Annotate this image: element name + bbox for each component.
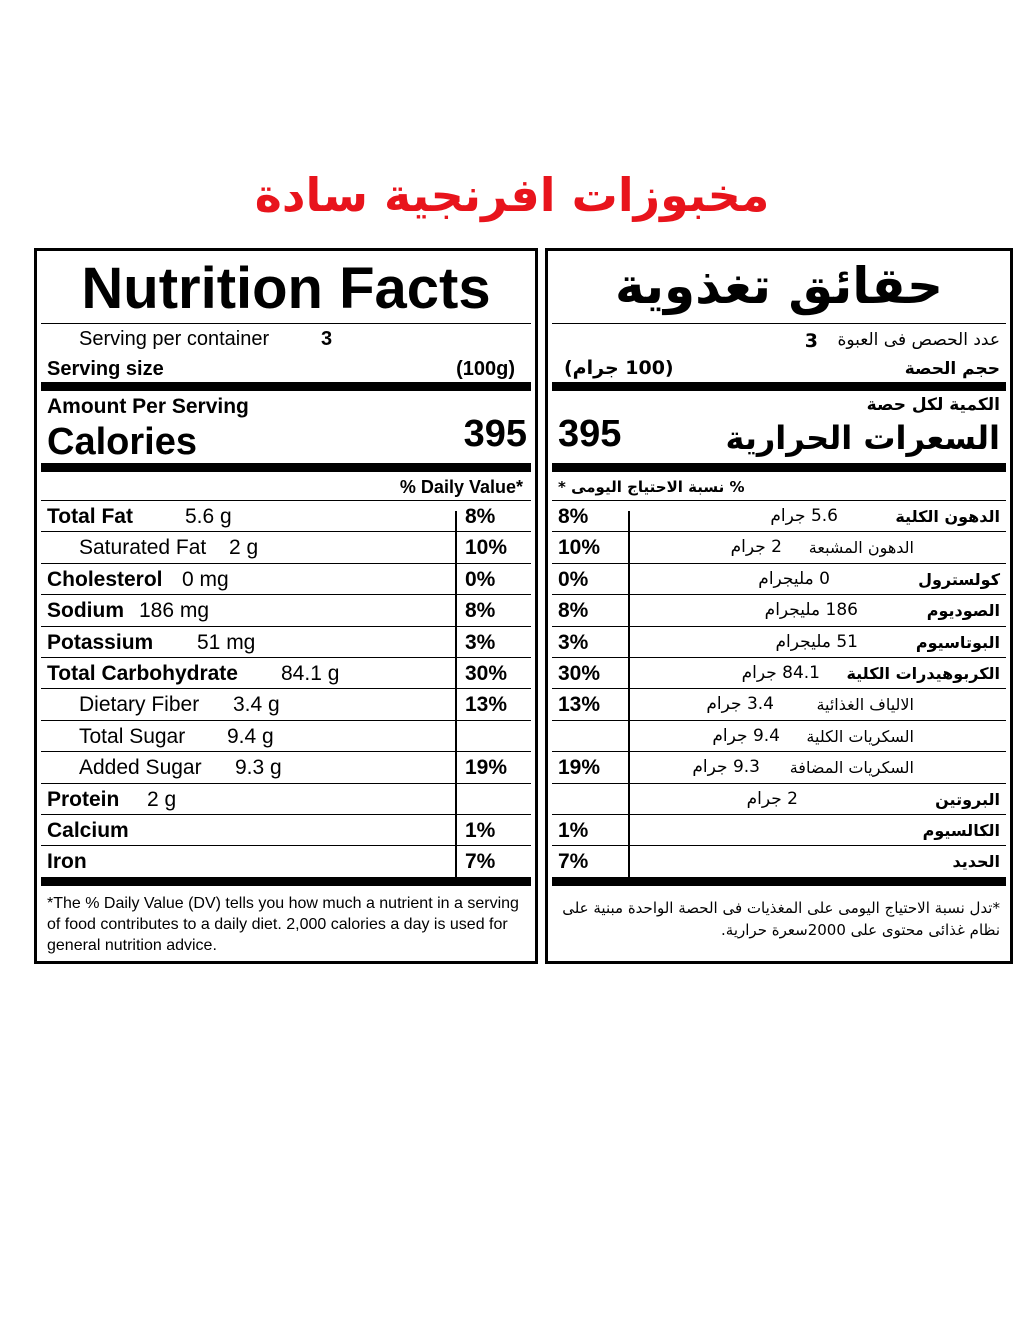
nutrient-amount: 2 g	[229, 536, 259, 560]
nutrient-row	[41, 658, 531, 689]
nutrient-dv: 7%	[558, 850, 589, 874]
serving-info	[41, 324, 531, 391]
nutrient-dv: 1%	[558, 818, 589, 842]
serving-size-value: (100g)	[456, 358, 515, 380]
nutrient-name: Iron	[47, 850, 87, 874]
nutrient-row	[552, 784, 1006, 815]
nutrient-row	[41, 501, 531, 532]
daily-value-header-text: * نسبة الاحتياج اليومى %	[558, 478, 745, 496]
nutrient-amount: 84.1 جرام	[741, 662, 820, 683]
nutrient-row	[41, 689, 531, 720]
nutrient-dv: 8%	[558, 505, 589, 528]
nutrient-amount: 186 مليجرام	[764, 600, 858, 621]
nutrient-amount: 84.1 g	[281, 661, 340, 685]
column-divider	[628, 511, 630, 885]
nutrient-name: الحديد	[952, 852, 1000, 872]
nutrient-row	[41, 721, 531, 752]
serving-size-value: (100 جرام)	[564, 357, 674, 379]
nutrient-dv: 3%	[465, 630, 496, 654]
amount-per-serving: الكمية لكل حصة	[866, 395, 1000, 415]
nutrient-dv: 0%	[465, 567, 496, 591]
nutrient-name: Total Carbohydrate	[47, 661, 238, 685]
nutrient-amount: 0 مليجرام	[758, 568, 830, 589]
nutrient-row	[41, 564, 531, 595]
nutrient-dv: 30%	[465, 661, 508, 685]
nutrient-dv: 19%	[558, 756, 601, 780]
servings-label: عدد الحصص فى العبوة	[837, 330, 1000, 350]
nutrient-name: Total Sugar	[79, 724, 186, 748]
nutrient-amount: 3.4 g	[233, 693, 280, 717]
nutrition-facts-heading: حقائق تغذوية	[552, 251, 1006, 324]
nutrient-amount: 51 mg	[197, 630, 256, 654]
nutrient-amount: 2 جرام	[746, 788, 798, 809]
nutrient-amount: 2 g	[147, 787, 177, 811]
nutrient-name: Cholesterol	[47, 567, 163, 591]
nutrition-panel-english	[34, 248, 538, 964]
nutrient-dv: 10%	[465, 536, 508, 560]
nutrient-name: الالياف الغذائية	[816, 695, 914, 715]
nutrient-dv: 10%	[558, 536, 601, 560]
amount-per-serving: Amount Per Serving	[47, 395, 249, 418]
nutrient-name: الصوديوم	[926, 601, 1000, 621]
nutrient-dv: 1%	[465, 818, 496, 842]
nutrient-row	[552, 658, 1006, 689]
nutrient-dv: 8%	[465, 599, 496, 623]
nutrient-dv: 7%	[465, 850, 496, 874]
nutrient-name: Dietary Fiber	[79, 693, 200, 717]
nutrient-row	[552, 532, 1006, 563]
nutrition-facts-heading: Nutrition Facts	[41, 251, 531, 324]
nutrient-name: Added Sugar	[79, 756, 202, 780]
calories-label: Calories	[47, 421, 197, 463]
nutrient-name: السكريات الكلية	[806, 726, 914, 746]
nutrient-row	[41, 532, 531, 563]
nutrient-name: البوتاسيوم	[915, 632, 1000, 652]
nutrient-row	[552, 627, 1006, 658]
column-divider	[455, 511, 457, 885]
nutrient-amount: 0 mg	[182, 567, 229, 591]
nutrient-name: Potassium	[47, 630, 154, 654]
nutrient-row	[552, 721, 1006, 752]
product-title: مخبوزات افرنجية سادة	[254, 168, 770, 222]
nutrient-amount: 9.3 g	[235, 756, 282, 780]
nutrient-row	[41, 595, 531, 626]
servings-value: 3	[804, 330, 818, 352]
nutrient-name: Calcium	[47, 818, 129, 842]
nutrient-name: كولسترول	[918, 569, 1000, 589]
nutrient-name: الكربوهيدرات الكلية	[846, 663, 1000, 683]
daily-value-header: % Daily Value*	[41, 472, 531, 501]
nutrient-amount: 5.6 جرام	[770, 506, 838, 526]
nutrient-row	[41, 752, 531, 783]
nutrient-row	[552, 564, 1006, 595]
nutrient-name: الدهون المشبعة	[808, 538, 914, 558]
nutrient-row	[41, 784, 531, 815]
nutrition-panel-arabic	[545, 248, 1013, 964]
serving-info	[552, 324, 1006, 391]
calories-value: 395	[558, 413, 622, 455]
nutrient-name: Protein	[47, 787, 120, 811]
nutrient-amount: 9.4 g	[227, 724, 274, 748]
nutrient-amount: 2 جرام	[730, 537, 782, 558]
nutrient-dv: 8%	[465, 505, 496, 528]
nutrient-name: البروتين	[935, 789, 1000, 809]
nutrient-row	[41, 815, 531, 846]
calories-section	[41, 391, 531, 472]
nutrient-dv: 0%	[558, 567, 589, 591]
nutrient-row	[41, 627, 531, 658]
nutrient-name: Saturated Fat	[79, 536, 207, 560]
nutrient-row	[552, 846, 1006, 885]
nutrient-row	[41, 846, 531, 885]
nutrient-dv: 13%	[465, 693, 508, 717]
footnote: *تدل نسبة الاحتياج اليومى على المغذيات فى الحصة الواحدة مبنية على نظام غذائى محتوى على 2000سعرة حرارية.	[562, 899, 1000, 939]
nutrient-amount: 3.4 جرام	[706, 694, 774, 715]
calories-value: 395	[463, 413, 527, 455]
nutrient-name: الكالسيوم	[922, 820, 1000, 840]
nutrient-dv: 3%	[558, 630, 589, 654]
nutrient-dv: 19%	[465, 756, 508, 780]
nutrient-name: السكريات المضافة	[789, 758, 914, 778]
nutrient-dv: 8%	[558, 599, 589, 623]
nutrient-row	[552, 815, 1006, 846]
servings-label: Serving per container	[79, 328, 270, 350]
nutrient-name: Total Fat	[47, 505, 133, 528]
nutrient-amount: 9.4 جرام	[712, 725, 780, 746]
nutrient-amount: 186 mg	[139, 599, 210, 623]
calories-section	[552, 391, 1006, 472]
footnote: *The % Daily Value (DV) tells you how much a nutrient in a serving of food contributes to a daily diet. 2,000 calories a day is used for general nutrition advice.	[47, 895, 519, 954]
servings-value: 3	[321, 328, 333, 350]
nutrient-amount: 5.6 g	[185, 505, 232, 528]
nutrient-amount: 9.3 جرام	[692, 757, 760, 778]
nutrient-dv: 13%	[558, 693, 601, 717]
nutrient-row	[552, 752, 1006, 783]
nutrient-amount: 51 مليجرام	[775, 631, 858, 652]
daily-value-header	[552, 472, 1006, 501]
serving-size-label: Serving size	[47, 358, 164, 380]
nutrient-row	[552, 595, 1006, 626]
serving-size-label: حجم الحصة	[904, 359, 1000, 379]
nutrient-name: الدهون الكلية	[895, 507, 1000, 526]
calories-label: السعرات الحرارية	[725, 419, 1000, 457]
nutrient-row	[552, 689, 1006, 720]
nutrient-dv: 30%	[558, 661, 601, 685]
nutrient-row	[552, 501, 1006, 532]
nutrient-name: Sodium	[47, 599, 124, 623]
